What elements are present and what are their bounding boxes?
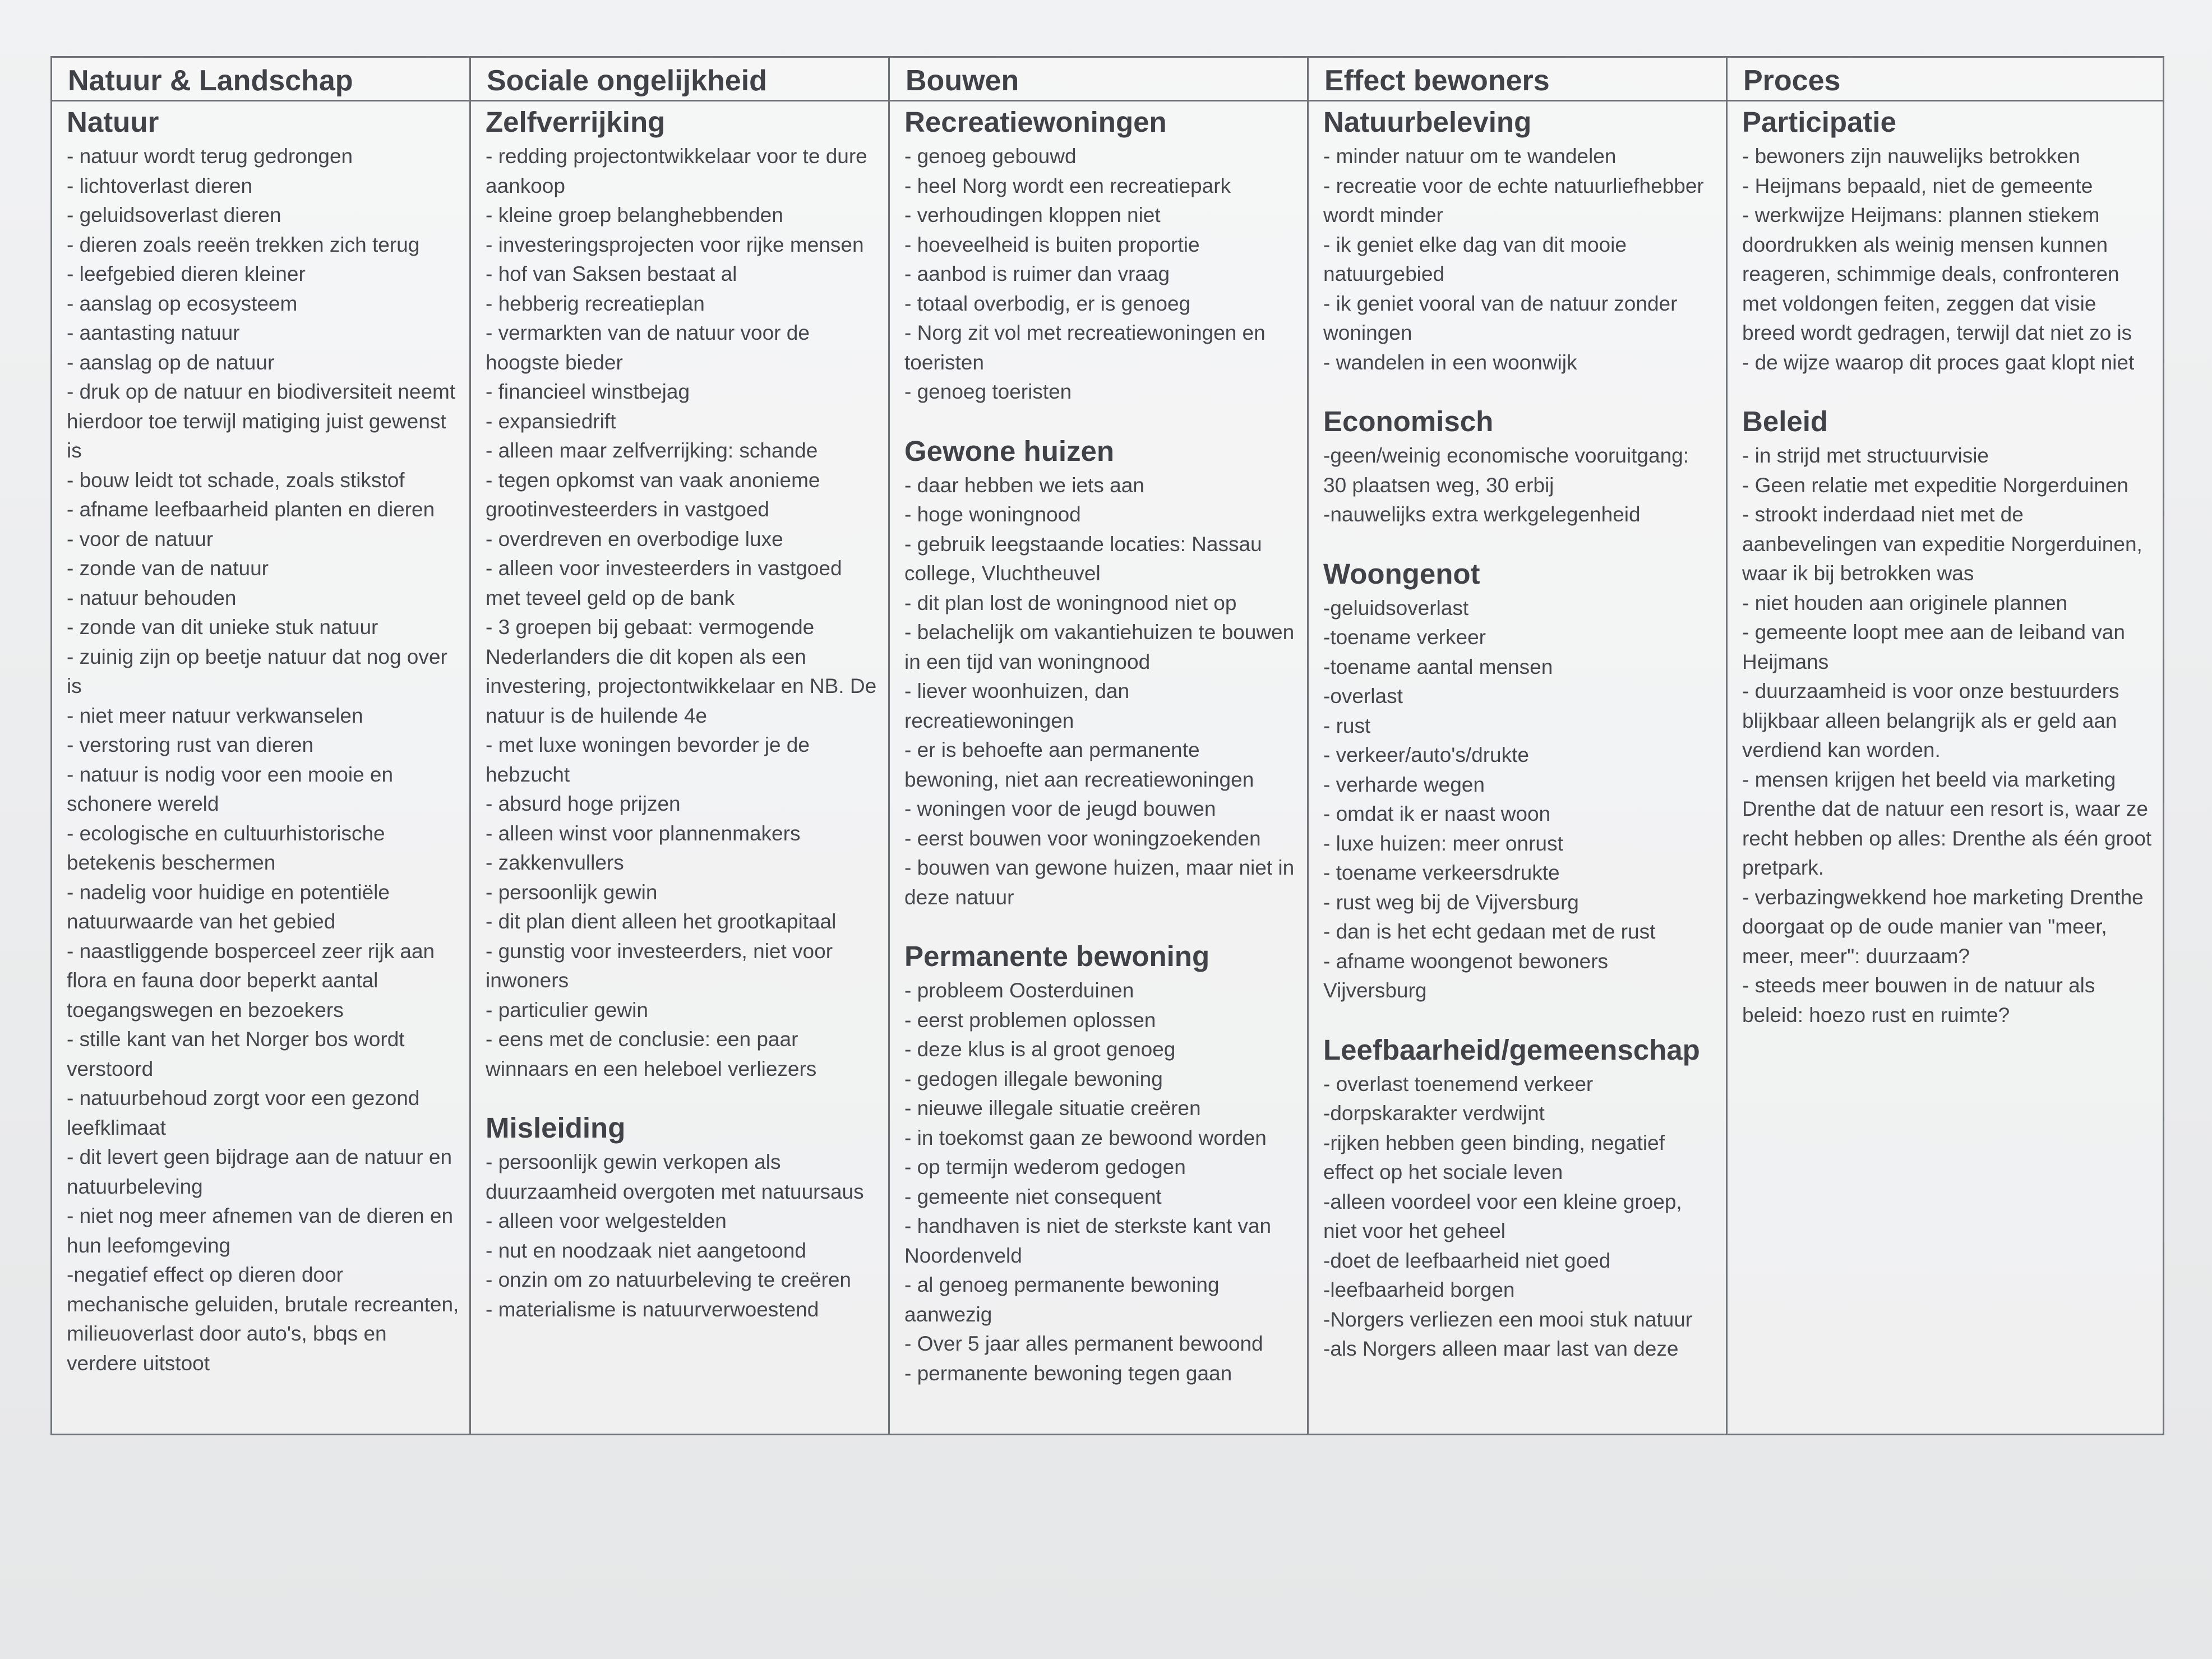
list-item: - liever woonhuizen, dan recreatiewoningen	[904, 680, 1130, 732]
list-item: - druk op de natuur en biodiversiteit neemt hierdoor toe terwijl matiging juist gewenst is	[67, 380, 456, 462]
column-heading: Proces	[1728, 58, 2163, 101]
section-title: Zelfverrijking	[486, 106, 666, 138]
list-item: - rust weg bij de Vijversburg	[1323, 890, 1579, 914]
list-item: -geluidsoverlast	[1323, 596, 1469, 620]
list-item: - rust	[1323, 714, 1371, 737]
section-title: Recreatiewoningen	[904, 106, 1167, 138]
column-heading: Natuur & Landschap	[52, 58, 469, 101]
list-item: - Over 5 jaar alles permanent bewoond	[904, 1332, 1263, 1355]
list-item: - gemeente niet consequent	[904, 1185, 1162, 1208]
list-item: - natuur wordt terug gedrongen	[67, 145, 353, 168]
list-item: -als Norgers alleen maar last van deze	[1323, 1337, 1679, 1360]
list-item: - dit levert geen bijdrage aan de natuur en natuurbeleving	[67, 1145, 452, 1198]
section	[67, 105, 459, 1378]
list-item: - nut en noodzaak niet aangetoond	[486, 1239, 806, 1262]
list-item: - verharde wegen	[1323, 773, 1485, 796]
item-list	[904, 471, 1297, 913]
list-item: - onzin om zo natuurbeleving te creëren	[486, 1268, 851, 1291]
list-item: - Heijmans bepaald, niet de gemeente	[1742, 174, 2093, 197]
item-list	[904, 142, 1297, 407]
list-item: - steeds meer bouwen in de natuur als beleid: hoezo rust en ruimte?	[1742, 974, 2095, 1027]
list-item: - hoeveelheid is buiten proportie	[904, 233, 1200, 256]
list-item: - alleen winst voor plannenmakers	[486, 821, 801, 845]
list-item: - financieel winstbejag	[486, 380, 690, 403]
list-item: - aanslag op ecosysteem	[67, 292, 298, 315]
list-item: - luxe huizen: meer onrust	[1323, 831, 1563, 855]
column-heading: Effect bewoners	[1309, 58, 1726, 101]
list-item: - natuur is nodig voor een mooie en schonere wereld	[67, 763, 394, 815]
list-item: - nadelig voor huidige en potentiële natuurwaarde van het gebied	[67, 880, 390, 933]
list-item: - zonde van dit unieke stuk natuur	[67, 616, 378, 639]
list-item: -alleen voordeel voor een kleine groep, niet voor het geheel	[1323, 1190, 1682, 1242]
column-effect-bewoners	[1309, 58, 1728, 1434]
list-item: - minder natuur om te wandelen	[1323, 145, 1617, 168]
item-list	[904, 976, 1297, 1388]
list-item: - materialisme is natuurverwoestend	[486, 1297, 819, 1321]
column-body	[1728, 101, 2163, 1030]
section	[486, 1111, 878, 1324]
list-item: - ik geniet vooral van de natuur zonder woningen	[1323, 292, 1678, 344]
list-item: - verhoudingen kloppen niet	[904, 204, 1161, 227]
list-item: - eerst problemen oplossen	[904, 1008, 1156, 1032]
section-title: Beleid	[1742, 405, 1828, 437]
column-body	[471, 101, 888, 1324]
list-item: - redding projectontwikkelaar voor te dure aankoop	[486, 145, 867, 197]
item-list	[1323, 594, 1716, 1006]
list-item: - bewoners zijn nauwelijks betrokken	[1742, 145, 2080, 168]
section-title: Gewone huizen	[904, 435, 1115, 467]
list-item: -negatief effect op dieren door mechanische geluiden, brutale recreanten, milieuoverlast door auto's, bbqs en verdere uitstoot	[67, 1263, 459, 1375]
list-item: - niet nog meer afnemen van de dieren en hun leefomgeving	[67, 1204, 454, 1257]
list-item: - ecologische en cultuurhistorische betekenis beschermen	[67, 821, 385, 874]
list-item: - aantasting natuur	[67, 321, 240, 344]
list-item: - mensen krijgen het beeld via marketing Drenthe dat de natuur een resort is, waar ze recht hebben op alles: Drenthe als één groot pretpark.	[1742, 768, 2152, 879]
list-item: - totaal overbodig, er is genoeg	[904, 292, 1191, 315]
section-title: Economisch	[1323, 405, 1494, 437]
section-title: Participatie	[1742, 106, 1896, 138]
list-item: -toename aantal mensen	[1323, 655, 1553, 678]
list-item: - strookt inderdaad niet met de aanbevelingen van expeditie Norgerduinen, waar ik bij betrokken was	[1742, 503, 2142, 585]
list-item: - dit plan dient alleen het grootkapitaal	[486, 910, 837, 933]
item-list	[1323, 441, 1716, 530]
list-item: - al genoeg permanente bewoning aanwezig	[904, 1273, 1220, 1326]
list-item: - niet meer natuur verkwanselen	[67, 704, 363, 727]
list-item: - afname leefbaarheid planten en dieren	[67, 498, 435, 521]
list-item: - alleen voor welgestelden	[486, 1209, 727, 1232]
section	[486, 105, 878, 1084]
list-item: - aanslag op de natuur	[67, 350, 275, 374]
list-item: - natuur behouden	[67, 586, 237, 609]
list-item: -rijken hebben geen binding, negatief effect op het sociale leven	[1323, 1131, 1665, 1184]
column-heading: Sociale ongelijkheid	[471, 58, 888, 101]
column-heading: Bouwen	[890, 58, 1307, 101]
list-item: - toename verkeersdrukte	[1323, 861, 1560, 884]
list-item: - gebruik leegstaande locaties: Nassau college, Vluchtheuvel	[904, 532, 1262, 585]
list-item: - verbazingwekkend hoe marketing Drenthe doorgaat op de oude manier van "meer, meer, meer": duurzaam?	[1742, 885, 2144, 968]
list-item: - belachelijk om vakantiehuizen te bouwen in een tijd van woningnood	[904, 621, 1295, 673]
list-item: - hof van Saksen bestaat al	[486, 262, 737, 285]
section	[904, 105, 1297, 407]
column-body	[890, 101, 1307, 1388]
list-item: - omdat ik er naast woon	[1323, 802, 1551, 825]
list-item: - nieuwe illegale situatie creëren	[904, 1097, 1201, 1120]
item-list	[67, 142, 459, 1378]
list-item: - leefgebied dieren kleiner	[67, 262, 306, 285]
section	[1323, 105, 1716, 377]
list-item: - wandelen in een woonwijk	[1323, 350, 1577, 374]
list-item: -nauwelijks extra werkgelegenheid	[1323, 503, 1641, 526]
section-title: Leefbaarheid/gemeenschap	[1323, 1033, 1700, 1066]
list-item: - gunstig voor investeerders, niet voor inwoners	[486, 939, 833, 992]
section	[904, 434, 1297, 913]
list-item: - zonde van de natuur	[67, 557, 269, 580]
column-sociale-ongelijkheid	[471, 58, 890, 1434]
list-item: - genoeg gebouwd	[904, 145, 1077, 168]
list-item: - woningen voor de jeugd bouwen	[904, 797, 1216, 820]
list-item: - eerst bouwen voor woningzoekenden	[904, 826, 1261, 850]
list-item: - bouwen van gewone huizen, maar niet in deze natuur	[904, 856, 1295, 909]
column-natuur-landschap	[52, 58, 471, 1434]
list-item: - afname woongenot bewoners Vijversburg	[1323, 949, 1609, 1002]
section-title: Permanente bewoning	[904, 940, 1210, 972]
item-list	[486, 142, 878, 1084]
list-item: - overlast toenemend verkeer	[1323, 1072, 1594, 1096]
list-item: - dan is het echt gedaan met de rust	[1323, 920, 1656, 943]
list-item: -overlast	[1323, 685, 1403, 708]
list-item: - stille kant van het Norger bos wordt verstoord	[67, 1028, 405, 1080]
list-item: - hoge woningnood	[904, 503, 1081, 526]
list-item: - met luxe woningen bevorder je de hebzucht	[486, 733, 810, 786]
list-item: - eens met de conclusie: een paar winnaars en een heleboel verliezers	[486, 1028, 817, 1080]
list-item: -dorpskarakter verdwijnt	[1323, 1102, 1545, 1125]
list-item: - daar hebben we iets aan	[904, 473, 1144, 497]
document-table	[50, 56, 2164, 1435]
list-item: - dieren zoals reeën trekken zich terug	[67, 233, 420, 256]
section-title: Misleiding	[486, 1112, 626, 1144]
item-list	[486, 1148, 878, 1324]
list-item: - verstoring rust van dieren	[67, 733, 314, 756]
item-list	[1742, 142, 2153, 377]
item-list	[1742, 441, 2153, 1030]
list-item: - zuinig zijn op beetje natuur dat nog over is	[67, 645, 447, 697]
list-item: - voor de natuur	[67, 527, 214, 551]
list-item: - aanbod is ruimer dan vraag	[904, 262, 1170, 285]
list-item: - Geen relatie met expeditie Norgerduinen	[1742, 473, 2128, 497]
list-item: - Norg zit vol met recreatiewoningen en toeristen	[904, 321, 1266, 374]
list-item: - duurzaamheid is voor onze bestuurders blijkbaar alleen belangrijk als er geld aan verdiend kan worden.	[1742, 680, 2119, 761]
section	[904, 939, 1297, 1388]
list-item: - in toekomst gaan ze bewoond worden	[904, 1126, 1267, 1149]
list-item: - tegen opkomst van vaak anonieme grootinvesteerders in vastgoed	[486, 468, 820, 521]
item-list	[1323, 142, 1716, 377]
list-item: - geluidsoverlast dieren	[67, 204, 281, 227]
list-item: - in strijd met structuurvisie	[1742, 444, 1989, 467]
list-item: - natuurbehoud zorgt voor een gezond leefklimaat	[67, 1087, 420, 1139]
list-item: - persoonlijk gewin	[486, 880, 658, 904]
section	[1323, 1033, 1716, 1364]
list-item: -leefbaarheid borgen	[1323, 1278, 1515, 1301]
list-item: - handhaven is niet de sterkste kant van Noordenveld	[904, 1214, 1272, 1267]
column-body	[1309, 101, 1726, 1364]
list-item: - expansiedrift	[486, 409, 616, 433]
section	[1323, 557, 1716, 1006]
list-item: - 3 groepen bij gebaat: vermogende Nederlanders die dit kopen als een investering, projectontwikkelaar en NB. De natuur is de huilende 4e	[486, 616, 877, 727]
list-item: -Norgers verliezen een mooi stuk natuur	[1323, 1307, 1693, 1331]
list-item: - gedogen illegale bewoning	[904, 1067, 1163, 1090]
list-item: - lichtoverlast dieren	[67, 174, 253, 197]
list-item: - genoeg toeristen	[904, 380, 1072, 403]
list-item: -doet de leefbaarheid niet goed	[1323, 1249, 1611, 1272]
list-item: - alleen voor investeerders in vastgoed met teveel geld op de bank	[486, 557, 842, 609]
list-item: - deze klus is al groot genoeg	[904, 1038, 1176, 1061]
list-item: - heel Norg wordt een recreatiepark	[904, 174, 1231, 197]
section-title: Natuurbeleving	[1323, 106, 1532, 138]
list-item: - vermarkten van de natuur voor de hoogste bieder	[486, 321, 810, 374]
list-item: - particulier gewin	[486, 998, 648, 1022]
list-item: - naastliggende bosperceel zeer rijk aan flora en fauna door beperkt aantal toegangswegen en bezoekers	[67, 939, 435, 1022]
section	[1742, 404, 2153, 1030]
list-item: - werkwijze Heijmans: plannen stiekem doordrukken als weinig mensen kunnen reageren, schimmige deals, confronteren met voldongen feiten, zeggen dat visie breed wordt gedragen, terwijl dat niet zo is	[1742, 204, 2132, 344]
section	[1323, 404, 1716, 530]
list-item: - permanente bewoning tegen gaan	[904, 1361, 1232, 1385]
list-item: - investeringsprojecten voor rijke mensen	[486, 233, 864, 256]
list-item: - ik geniet elke dag van dit mooie natuurgebied	[1323, 233, 1627, 285]
list-item: - overdreven en overbodige luxe	[486, 527, 783, 551]
section-title: Woongenot	[1323, 557, 1480, 590]
list-item: - zakkenvullers	[486, 851, 624, 874]
list-item: - op termijn wederom gedogen	[904, 1156, 1186, 1179]
column-bouwen	[890, 58, 1309, 1434]
list-item: - absurd hoge prijzen	[486, 792, 681, 815]
list-item: - kleine groep belanghebbenden	[486, 204, 783, 227]
list-item: -geen/weinig economische vooruitgang: 30 plaatsen weg, 30 erbij	[1323, 444, 1689, 497]
list-item: - recreatie voor de echte natuurliefhebber wordt minder	[1323, 174, 1704, 227]
section	[1742, 105, 2153, 377]
list-item: -toename verkeer	[1323, 626, 1486, 649]
list-item: - verkeer/auto's/drukte	[1323, 743, 1529, 766]
list-item: - bouw leidt tot schade, zoals stikstof	[67, 468, 405, 492]
list-item: - persoonlijk gewin verkopen als duurzaamheid overgoten met natuursaus	[486, 1150, 864, 1203]
list-item: - de wijze waarop dit proces gaat klopt niet	[1742, 350, 2135, 374]
list-item: - dit plan lost de woningnood niet op	[904, 591, 1237, 614]
column-proces	[1728, 58, 2163, 1434]
column-body	[52, 101, 469, 1378]
list-item: - niet houden aan originele plannen	[1742, 591, 2068, 614]
item-list	[1323, 1070, 1716, 1364]
section-title: Natuur	[67, 106, 159, 138]
list-item: - hebberig recreatieplan	[486, 292, 705, 315]
list-item: - probleem Oosterduinen	[904, 979, 1134, 1002]
list-item: - gemeente loopt mee aan de leiband van Heijmans	[1742, 621, 2125, 673]
list-item: - er is behoefte aan permanente bewoning, niet aan recreatiewoningen	[904, 738, 1254, 791]
list-item: - alleen maar zelfverrijking: schande	[486, 439, 818, 462]
